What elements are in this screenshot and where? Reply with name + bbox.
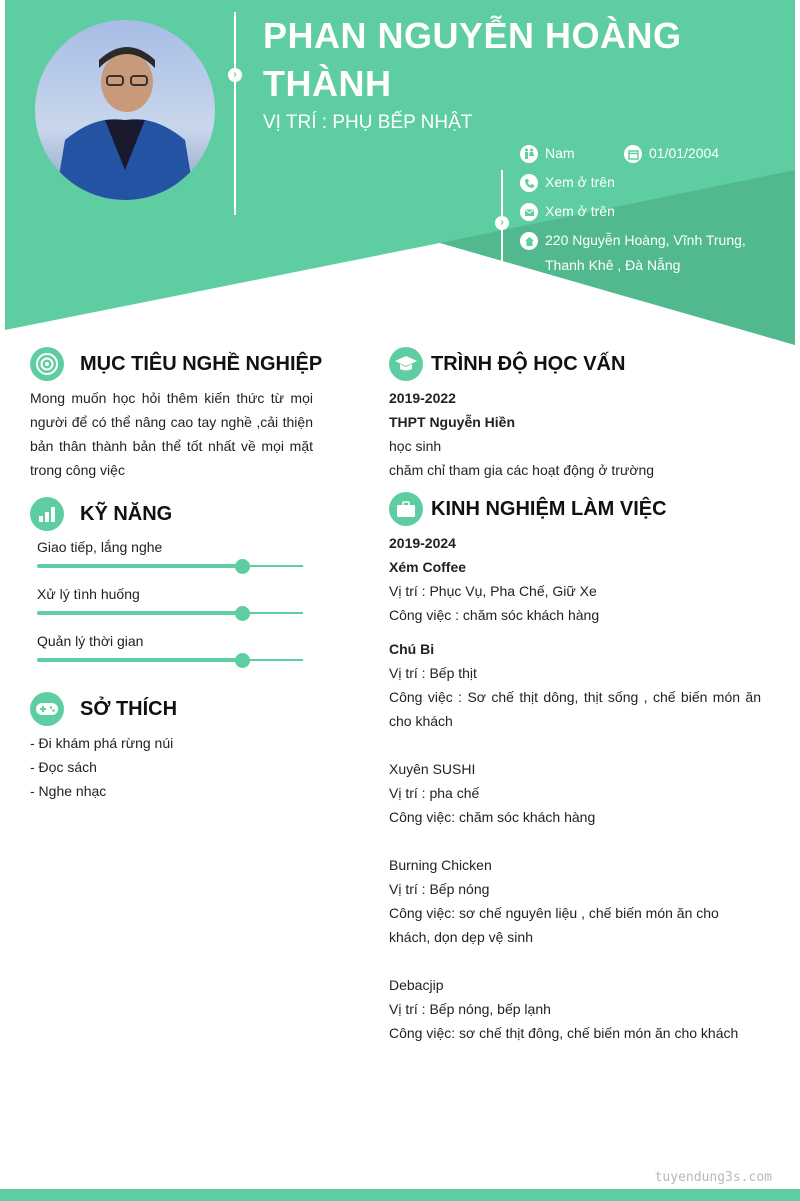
skill-level-knob <box>235 653 250 668</box>
hobbies-list <box>30 731 313 803</box>
email-icon <box>520 203 538 221</box>
briefcase-icon <box>389 492 423 526</box>
skill-level-bar <box>37 611 242 615</box>
skill-level-knob <box>235 559 250 574</box>
profile-photo <box>35 20 215 200</box>
education-details: 2019-2022 THPT Nguyễn Hiền học sinh chăm chỉ tham gia các hoạt động ở trường <box>389 390 655 478</box>
objective-text: Mong muốn học hỏi thêm kiến thức từ mọi người để có thể nâng cao tay nghề ,cải thiện bản thân thành bản thể tốt nhất về mọi mặt trong công việc <box>30 390 313 478</box>
job-company: Burning Chicken <box>389 857 492 873</box>
gender-icon <box>520 145 538 163</box>
education-heading: TRÌNH ĐỘ HỌC VẤN <box>389 347 625 381</box>
home-icon <box>520 232 538 250</box>
gamepad-icon <box>30 692 64 726</box>
calendar-icon <box>624 145 642 163</box>
info-email: Xem ở trên <box>520 199 615 224</box>
skill-level-bar <box>37 658 242 662</box>
graduation-cap-icon <box>389 347 423 381</box>
experience-details: 2019-2024 Xém Coffee Vị trí : Phục Vụ, Pha Chế, Giữ Xe Công việc : chăm sóc khách hàng Chú Bi Vị trí : Bếp thịt Công việc : Sơ chế thịt dông, thịt sống , chế biến món ăn cho khách Xuyên SUSHI Vị trí : pha chế Công việc: chăm sóc khách hàng Burning Chicken Vị trí : Bếp nóng Công việc: sơ chế nguyên liệu , chế biến món ăn cho khách, dọn dẹp vệ sinh Debacjip Vị trí : Bếp nóng, bếp lạnh Công việc: sơ chế thịt đông, chế biến món ăn cho khách <box>389 535 761 1041</box>
footer-bar <box>0 1189 800 1201</box>
job-company: Debacjip <box>389 977 444 993</box>
info-birthday: 01/01/2004 <box>624 141 719 166</box>
info-phone: Xem ở trên <box>520 170 615 195</box>
objective-heading: MỤC TIÊU NGHỀ NGHIỆP <box>30 347 322 381</box>
list-item: - Đọc sách <box>30 759 97 775</box>
skill-level-bar <box>37 564 242 568</box>
job-position: VỊ TRÍ : PHỤ BẾP NHẬT <box>263 112 473 133</box>
info-divider-dot: › <box>495 216 509 230</box>
skills-heading: KỸ NĂNG <box>30 497 172 531</box>
bar-chart-icon <box>30 497 64 531</box>
candidate-name: PHAN NGUYỄN HOÀNG THÀNH <box>263 15 682 104</box>
skill-item: Quản lý thời gian <box>37 633 303 649</box>
header-divider-line <box>234 12 236 215</box>
phone-icon <box>520 174 538 192</box>
target-icon <box>30 347 64 381</box>
job-company: Chú Bi <box>389 641 435 657</box>
header-divider-dot: › <box>228 68 242 82</box>
list-item: - Nghe nhạc <box>30 783 107 799</box>
job-company: Xém Coffee <box>389 559 467 575</box>
job-company: Xuyên SUSHI <box>389 761 476 777</box>
info-gender: Nam <box>520 141 575 166</box>
hobbies-heading: SỞ THÍCH <box>30 692 177 726</box>
experience-heading: KINH NGHIỆM LÀM VIỆC <box>389 492 667 526</box>
watermark: tuyendung3s.com <box>654 1170 772 1185</box>
skill-item: Xử lý tình huống <box>37 586 303 602</box>
list-item: - Đi khám phá rừng núi <box>30 735 174 751</box>
info-address: 220 Nguyễn Hoàng, Vĩnh Trung, Thanh Khê , Đà Nẵng <box>520 228 746 278</box>
skill-item: Giao tiếp, lắng nghe <box>37 539 303 555</box>
skill-level-knob <box>235 606 250 621</box>
